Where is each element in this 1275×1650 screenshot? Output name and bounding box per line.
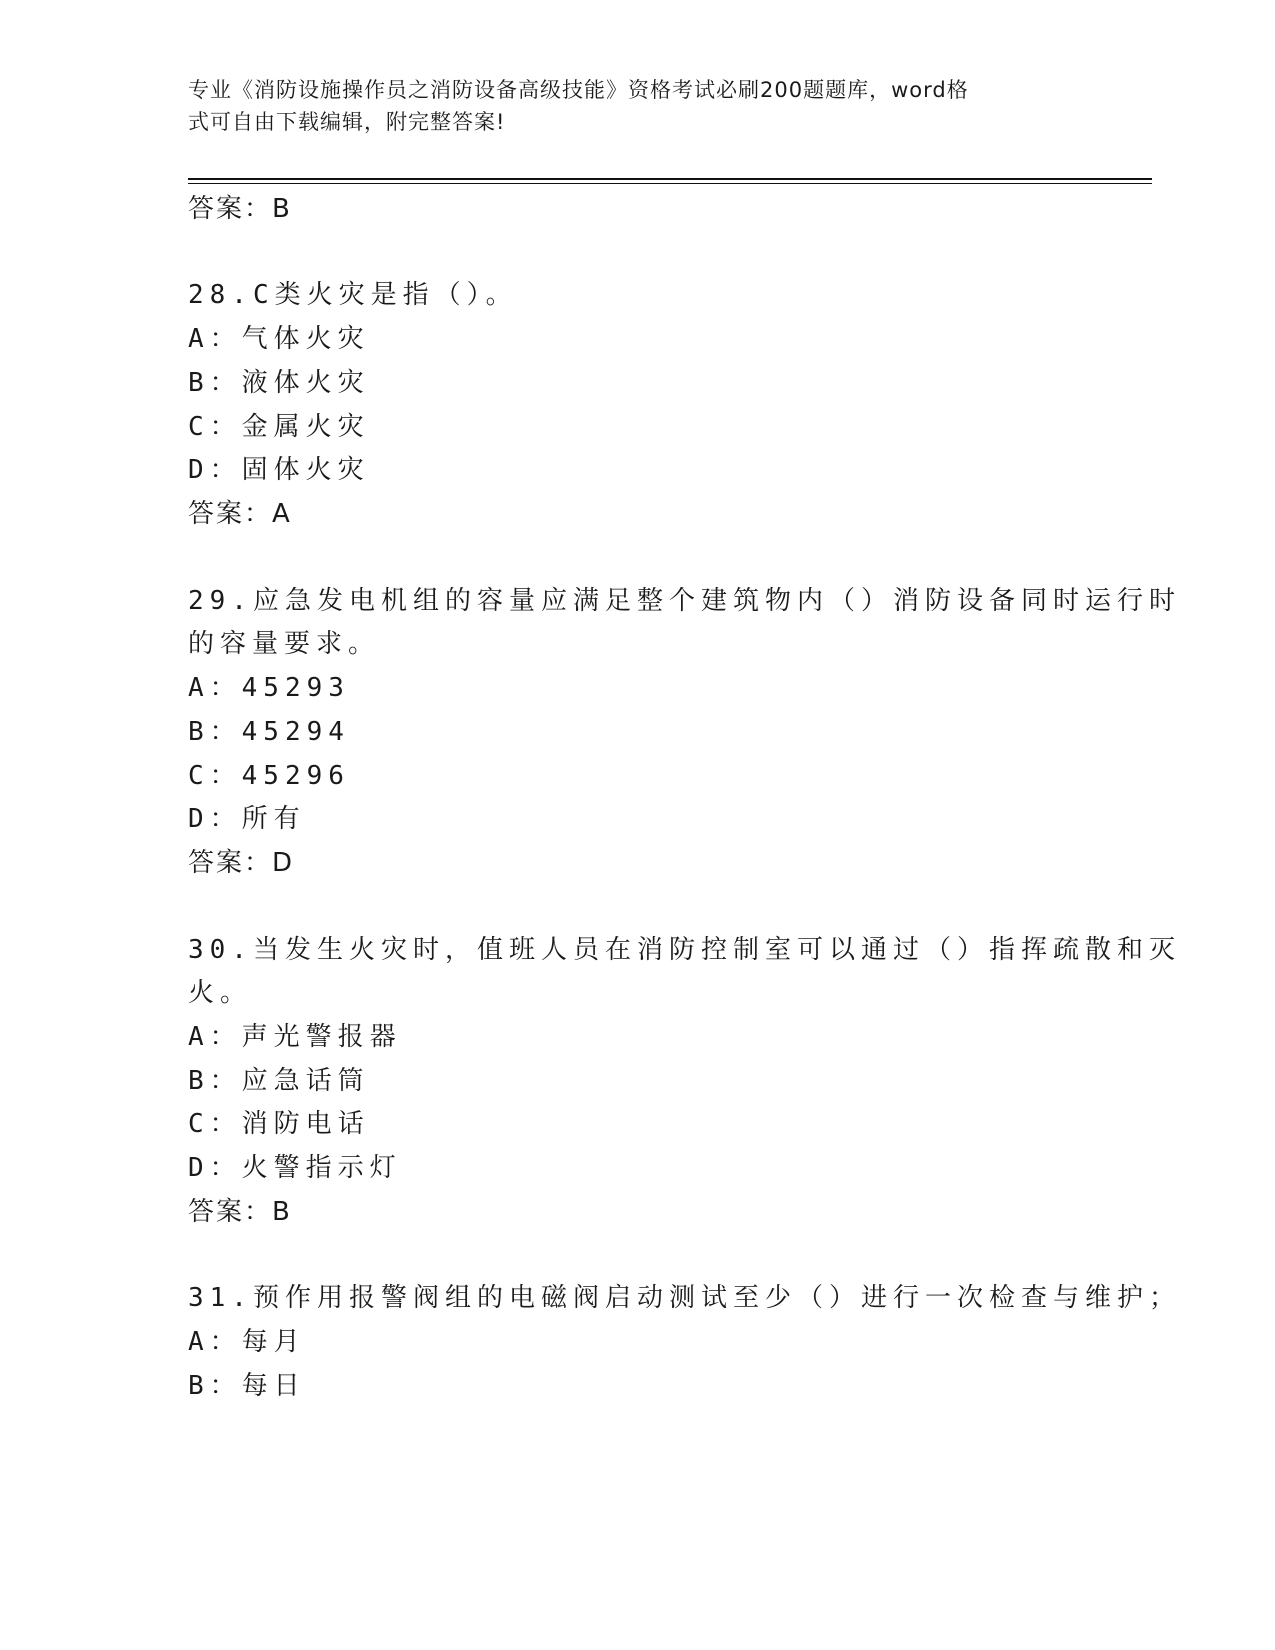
- q29-option-d: D：所有: [188, 804, 306, 834]
- q30-option-d: D：火警指示灯: [188, 1153, 402, 1183]
- q28-option-a: A：气体火灾: [188, 324, 370, 354]
- q31-option-a: A：每月: [188, 1327, 306, 1357]
- q28-stem: 28.C类火灾是指（）。: [188, 280, 518, 310]
- q29-stem-line-2: 的容量要求。: [188, 629, 381, 659]
- q28-option-c: C：金属火灾: [188, 412, 370, 442]
- q30-option-b: B：应急话筒: [188, 1066, 370, 1096]
- answer-previous: 答案：B: [188, 194, 292, 224]
- document-header: [188, 74, 1068, 138]
- q30-stem-line-2: 火。: [188, 978, 253, 1008]
- q28-answer: 答案：A: [188, 499, 292, 529]
- q30-answer: 答案：B: [188, 1197, 292, 1227]
- header-line-2: 式可自由下载编辑，附完整答案!: [188, 110, 506, 134]
- q30-option-a: A：声光警报器: [188, 1022, 402, 1052]
- header-line-1: 专业《消防设施操作员之消防设备高级技能》资格考试必刷200题题库，word格: [188, 78, 969, 102]
- q28-option-d: D：固体火灾: [188, 455, 370, 485]
- q29-answer: 答案：D: [188, 848, 295, 878]
- q29-option-c: C：45296: [188, 761, 350, 791]
- q29-option-a: A：45293: [188, 673, 350, 703]
- q31-option-b: B：每日: [188, 1371, 306, 1401]
- header-divider-thick: [188, 178, 1152, 180]
- q29-option-b: B：45294: [188, 717, 350, 747]
- q31-stem: 31.预作用报警阀组的电磁阀启动测试至少（）进行一次检查与维护；: [188, 1283, 1181, 1313]
- q28-option-b: B：液体火灾: [188, 368, 370, 398]
- q30-stem-line-1: 30.当发生火灾时，值班人员在消防控制室可以通过（）指挥疏散和灭: [188, 935, 1181, 965]
- header-divider-thin: [188, 183, 1152, 184]
- q30-option-c: C：消防电话: [188, 1109, 370, 1139]
- q29-stem-line-1: 29.应急发电机组的容量应满足整个建筑物内（）消防设备同时运行时: [188, 586, 1181, 616]
